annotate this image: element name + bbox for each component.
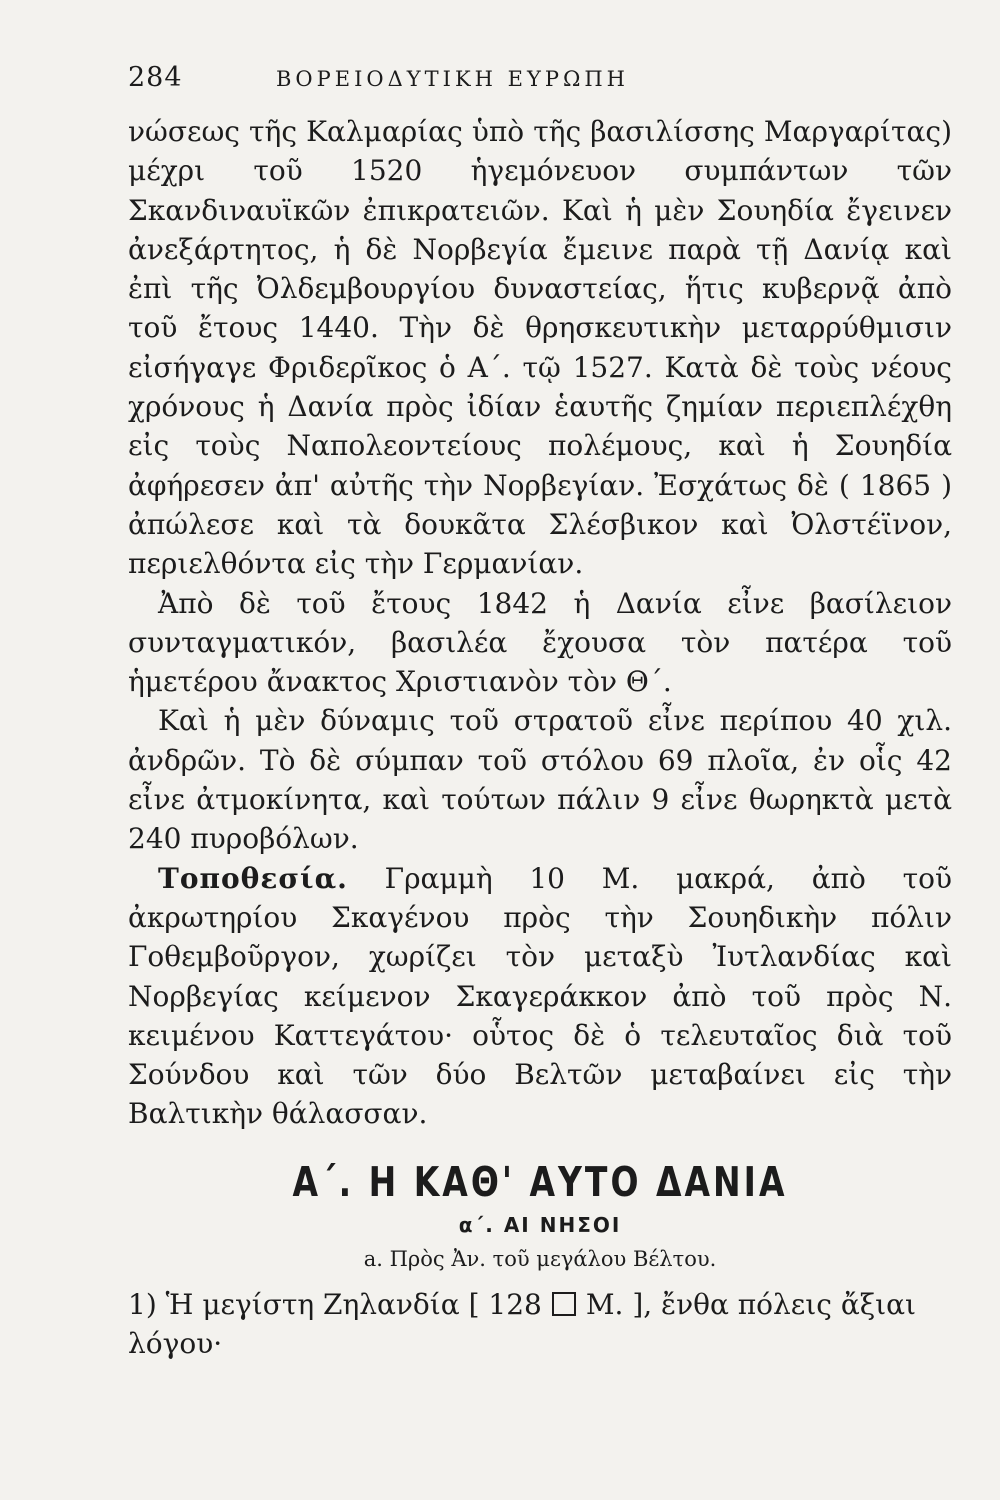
entry-text-start: 1) Ἡ μεγίστη Ζηλανδία [ 128 — [128, 1287, 542, 1321]
entry-text-end: Μ. ], ἔνθα πόλεις ἄξιαι λόγου· — [128, 1287, 917, 1360]
paragraph-topography — [128, 859, 952, 1134]
paragraph-constitution: Ἀπὸ δὲ τοῦ ἔτους 1842 ἡ Δανία εἶνε βασίλειον συνταγματικόν, βασιλέα ἔχουσα τὸν πατέρα τοῦ ἡμετέρου ἄνακτος Χριστιανὸν τὸν Θ΄. — [128, 586, 952, 699]
page-number: 284 — [128, 62, 183, 93]
section-heading: Α΄. Η ΚΑΘ' ΑΥΤΟ ΔΑΝΙΑ — [292, 1156, 788, 1206]
running-head: ΒΟΡΕΙΟΔΥΤΙΚΗ ΕΥΡΩΠΗ — [276, 67, 629, 91]
page-header — [128, 62, 952, 112]
entry-zealand — [128, 1285, 952, 1363]
sub-heading: α΄. ΑΙ ΝΗΣΟΙ — [458, 1212, 622, 1237]
paragraph-history: νώσεως τῆς Καλμαρίας ὑπὸ τῆς βασιλίσσης Μαργαρίτας) μέχρι τοῦ 1520 ἡγεμόνευον συμπάντων τῶν Σκανδιναυϊκῶν ἐπικρατειῶν. Καὶ ἡ μὲν Σουηδία ἔγεινεν ἀνεξάρτητος, ἡ δὲ Νορβεγία ἔμεινε παρὰ τῇ Δανίᾳ καὶ ἐπὶ τῆς Ὀλδεμβουργίου δυναστείας, ἥτις κυβερνᾷ ἀπὸ τοῦ ἔτους 1440. Τὴν δὲ θρησκευτικὴν μεταρρύθμισιν εἰσήγαγε Φριδερῖκος ὁ Α΄. τῷ 1527. Κατὰ δὲ τοὺς νέους χρόνους ἡ Δανία πρὸς ἰδίαν ἑαυτῆς ζημίαν περιεπλέχθη εἰς τοὺς Ναπολεοντείους πολέμους, καὶ ἡ Σουηδία ἀφήρεσεν ἀπ' αὐτῆς τὴν Νορβεγίαν. Ἐσχάτως δὲ ( 1865 ) ἀπώλεσε καὶ τὰ δουκᾶτα Σλέσβικον καὶ Ὀλστέϊνον, περιελθόντα εἰς τὴν Γερμανίαν. — [128, 115, 952, 581]
body-text — [128, 112, 952, 1134]
square-miles-symbol — [552, 1292, 576, 1316]
topography-text: Γραμμὴ 10 Μ. μακρά, ἀπὸ τοῦ ἀκρωτηρίου Σκαγένου πρὸς τὴν Σουηδικὴν πόλιν Γοθεμβοῦργον, χωρίζει τὸν μεταξὺ Ἰυτλανδίας καὶ Νορβεγίας κείμενον Σκαγεράκκον ἀπὸ τοῦ πρὸς Ν. κειμένου Καττεγάτου· οὗτος δὲ ὁ τελευταῖος διὰ τοῦ Σούνδου καὶ τῶν δύο Βελτῶν μεταβαίνει εἰς τὴν Βαλτικὴν θάλασσαν. — [128, 861, 952, 1131]
topography-term: Τοποθεσία. — [158, 861, 348, 895]
sub-sub-heading: a. Πρὸς Ἀν. τοῦ μεγάλου Βέλτου. — [363, 1246, 717, 1271]
paragraph-military: Καὶ ἡ μὲν δύναμις τοῦ στρατοῦ εἶνε περίπου 40 χιλ. ἀνδρῶν. Τὸ δὲ σύμπαν τοῦ στόλου 69 πλοῖα, ἐν οἷς 42 εἶνε ἀτμοκίνητα, καὶ τούτων πάλιν 9 εἶνε θωρηκτὰ μετὰ 240 πυροβόλων. — [128, 704, 952, 856]
